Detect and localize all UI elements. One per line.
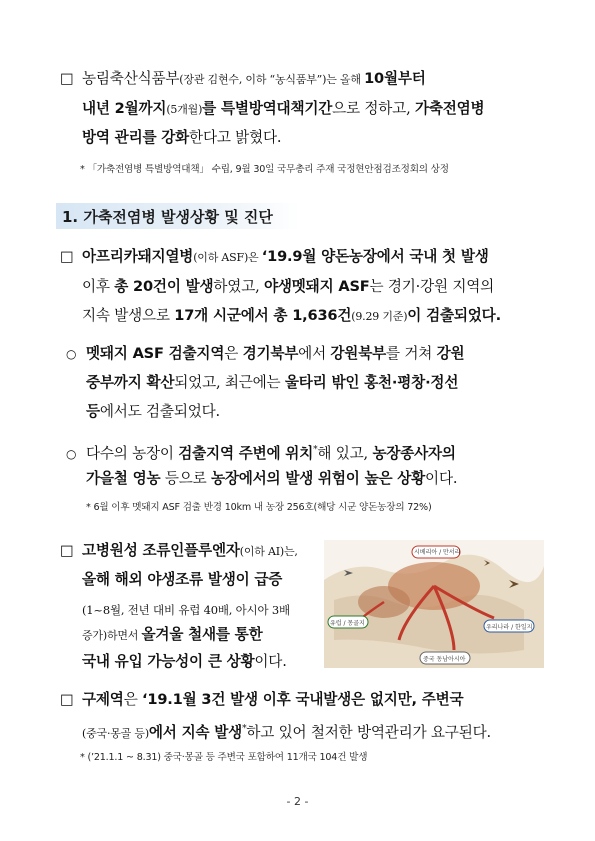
circle-bullet: ○ xyxy=(66,446,77,461)
section-heading xyxy=(56,203,300,229)
page-number: - 2 - xyxy=(286,795,309,808)
square-bullet: □ xyxy=(60,70,74,87)
map-label-korea: 우리나라 / 한일지 xyxy=(486,624,533,631)
map-label-europe: 유럽 / 몽골지 xyxy=(330,620,365,627)
ai-line-2: 올해 해외 야생조류 발생이 급증 xyxy=(82,571,283,588)
square-bullet: □ xyxy=(60,542,74,559)
ai-line-1: □ 고병원성 조류인플루엔자(이하 AI)는, xyxy=(60,542,298,559)
section-title: 1. 가축전염병 발생상황 및 진단 xyxy=(62,208,273,226)
asf-sub1-line-3: 등에서도 검출되었다. xyxy=(86,403,220,420)
asf-line-1: □ 아프리카돼지열병(이하 ASF)은 ‘19.9월 양돈농장에서 국내 첫 발생 xyxy=(60,248,489,265)
world-map-graphic xyxy=(324,540,544,668)
fmd-line-1: □ 구제역은 ‘19.1월 3건 발생 이후 국내발생은 없지만, 주변국 xyxy=(60,691,464,708)
fmd-footnote: * (’21.1.1 ~ 8.31) 중국·몽골 등 주변국 포함하여 11개국 104건 발생 xyxy=(80,752,368,763)
asf-line-3: 지속 발생으로 17개 시군에서 총 1,636건(9.29 기준)이 검출되었다. xyxy=(82,307,501,324)
asf-sub2-line-2: 가을철 영농 등으로 농장에서의 발생 위험이 높은 상황이다. xyxy=(86,470,458,487)
map-label-siberia: 시베리아 / 만서리 xyxy=(414,549,461,556)
ai-line-3: (1~8월, 전년 대비 유럽 40배, 아시아 3배 xyxy=(82,603,290,617)
asf-sub1-line-1: ○ 멧돼지 ASF 검출지역은 경기북부에서 강원북부를 거쳐 강원 xyxy=(66,345,465,362)
intro-footnote: * 「가축전염병 특별방역대책」 수립, 9월 30일 국무총리 주재 국정현안점검조정회의 상정 xyxy=(80,164,449,175)
ai-line-5: 국내 유입 가능성이 큰 상황이다. xyxy=(82,653,287,670)
bird-migration-map xyxy=(324,540,544,668)
intro-line-2: 내년 2월까지(5개월)를 특별방역대책기간으로 정하고, 가축전염병 xyxy=(82,100,485,117)
circle-bullet: ○ xyxy=(66,347,77,361)
asf-sub2-line-1: ○ 다수의 농장이 검출지역 주변에 위치*해 있고, 농장종사자의 xyxy=(66,444,456,462)
intro-line-1: □ 농림축산식품부(장관 김현수, 이하 “농식품부”)는 올해 10월부터 xyxy=(60,70,426,87)
fmd-line-2: (중국·몽골 등)에서 지속 발생*하고 있어 철저한 방역관리가 요구된다. xyxy=(82,723,491,741)
map-label-china: 중국 동남아시아 xyxy=(423,656,466,663)
ai-line-4: 증가)하면서 올겨울 철새를 통한 xyxy=(82,626,263,643)
asf-sub1-line-2: 중부까지 확산되었고, 최근에는 울타리 밖인 홍천·평창·정선 xyxy=(86,374,459,391)
intro-line-3: 방역 관리를 강화한다고 밝혔다. xyxy=(82,129,282,146)
square-bullet: □ xyxy=(60,691,74,708)
asf-line-2: 이후 총 20건이 발생하였고, 야생멧돼지 ASF는 경기·강원 지역의 xyxy=(82,278,495,295)
square-bullet: □ xyxy=(60,248,74,265)
asf-footnote: * 6월 이후 멧돼지 ASF 검출 반경 10km 내 농장 256호(해당 시군 양돈농장의 72%) xyxy=(86,502,432,513)
